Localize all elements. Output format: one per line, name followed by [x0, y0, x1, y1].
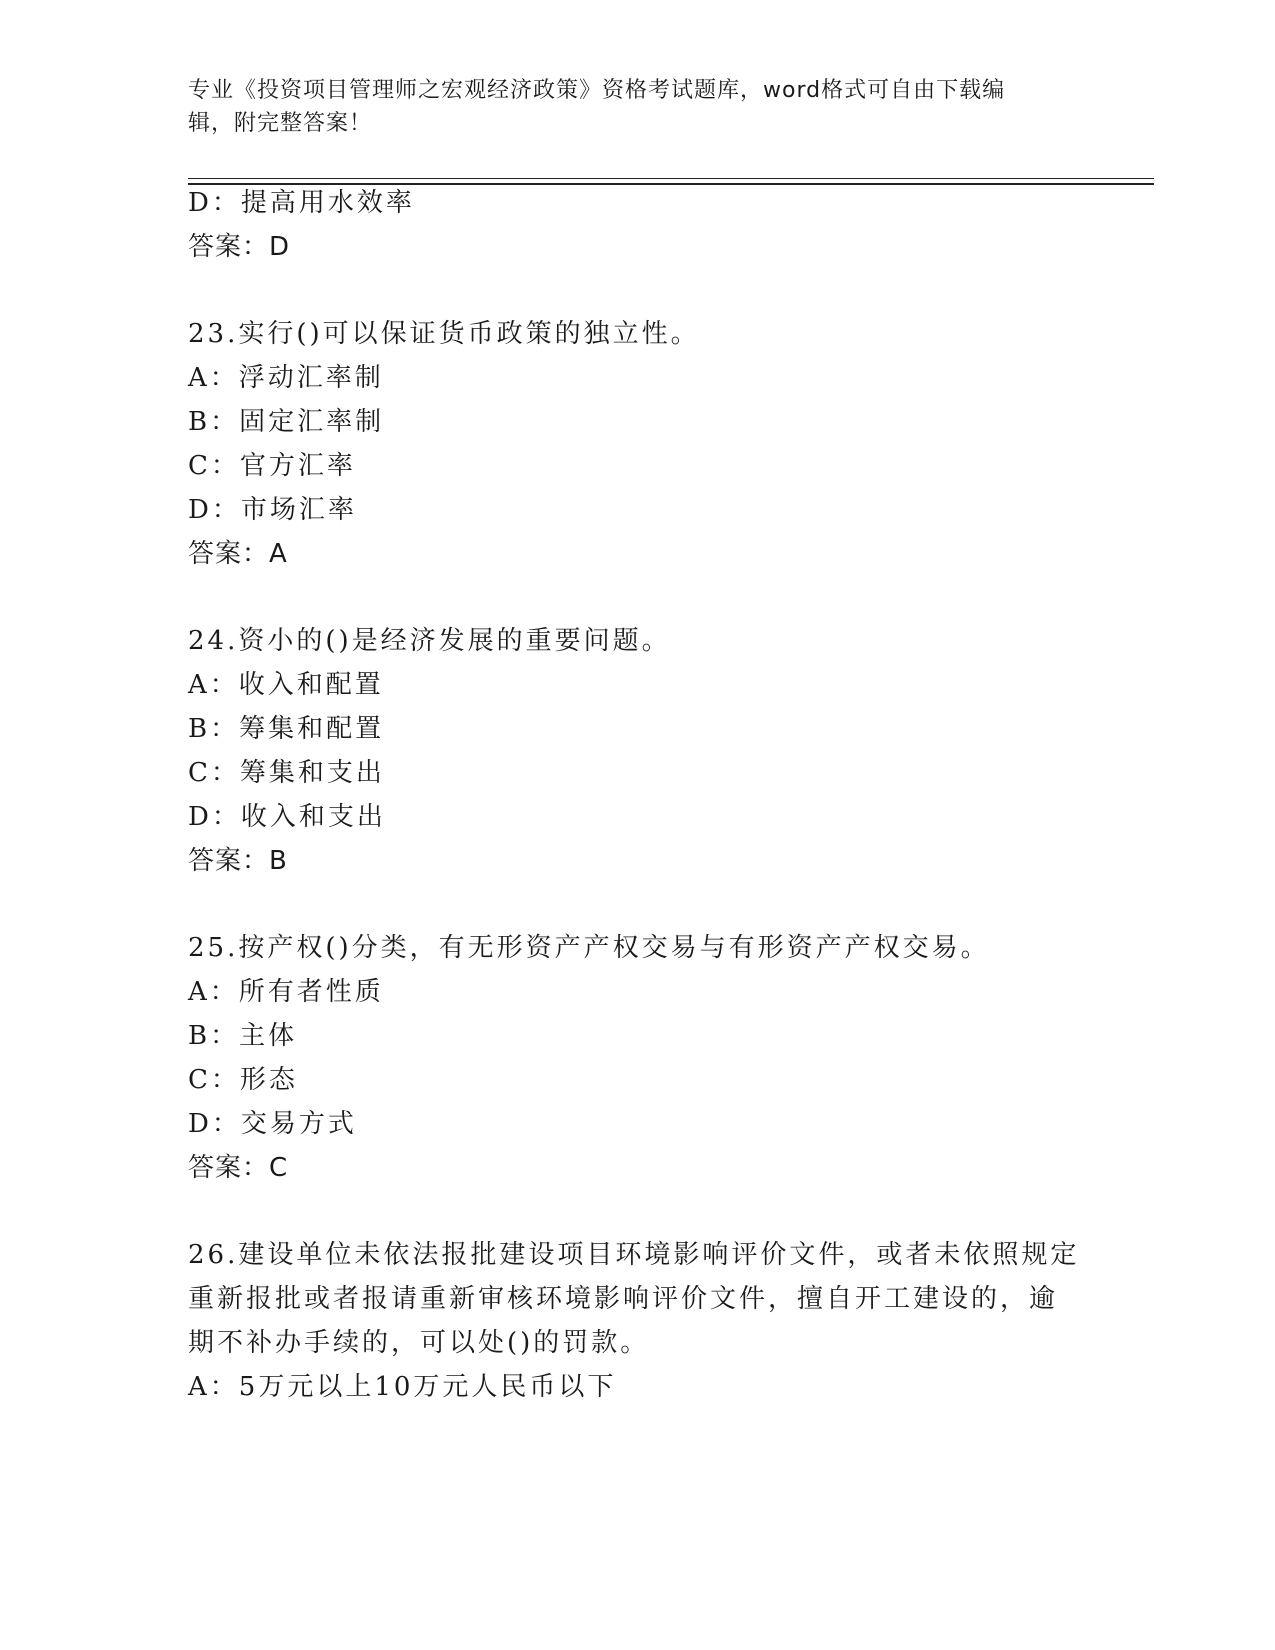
q23-option-a: A：浮动汇率制 — [188, 363, 384, 393]
q25-option-b: B：主体 — [188, 1021, 298, 1051]
document-header — [188, 74, 1078, 140]
prev-answer: 答案：D — [188, 232, 291, 262]
q23-answer: 答案：A — [188, 539, 288, 569]
q26-option-a: A：5万元以上10万元人民币以下 — [188, 1372, 617, 1402]
q23-option-b: B：固定汇率制 — [188, 407, 385, 437]
header-line-2: 辑，附完整答案！ — [188, 111, 373, 136]
q24-stem: 24.资小的()是经济发展的重要问题。 — [188, 626, 671, 656]
q24-option-c: C：筹集和支出 — [188, 758, 385, 788]
q25-option-c: C：形态 — [188, 1065, 298, 1095]
q25-answer: 答案：C — [188, 1153, 289, 1183]
q26-stem-line-1: 26.建设单位未依法报批建设项目环境影响评价文件，或者未依照规定 — [188, 1240, 1080, 1270]
q26-stem-line-3: 期不补办手续的，可以处()的罚款。 — [188, 1328, 650, 1358]
q24-option-b: B：筹集和配置 — [188, 714, 385, 744]
q25-option-d: D：交易方式 — [188, 1109, 357, 1139]
header-rule-thin — [188, 178, 1154, 179]
q23-stem: 23.实行()可以保证货币政策的独立性。 — [188, 319, 700, 349]
q24-option-a: A：收入和配置 — [188, 670, 384, 700]
q24-answer: 答案：B — [188, 846, 288, 876]
header-rule-thick — [188, 183, 1154, 185]
q25-option-a: A：所有者性质 — [188, 977, 384, 1007]
q23-option-d: D：市场汇率 — [188, 495, 357, 525]
header-line-1: 专业《投资项目管理师之宏观经济政策》资格考试题库，word格式可自由下载编 — [188, 78, 1006, 103]
q23-option-c: C：官方汇率 — [188, 451, 356, 481]
q25-stem: 25.按产权()分类，有无形资产产权交易与有形资产产权交易。 — [188, 933, 990, 963]
prev-option-d: D：提高用水效率 — [188, 188, 415, 218]
q24-option-d: D：收入和支出 — [188, 802, 386, 832]
q26-stem-line-2: 重新报批或者报请重新审核环境影响评价文件，擅自开工建设的，逾 — [188, 1284, 1059, 1314]
